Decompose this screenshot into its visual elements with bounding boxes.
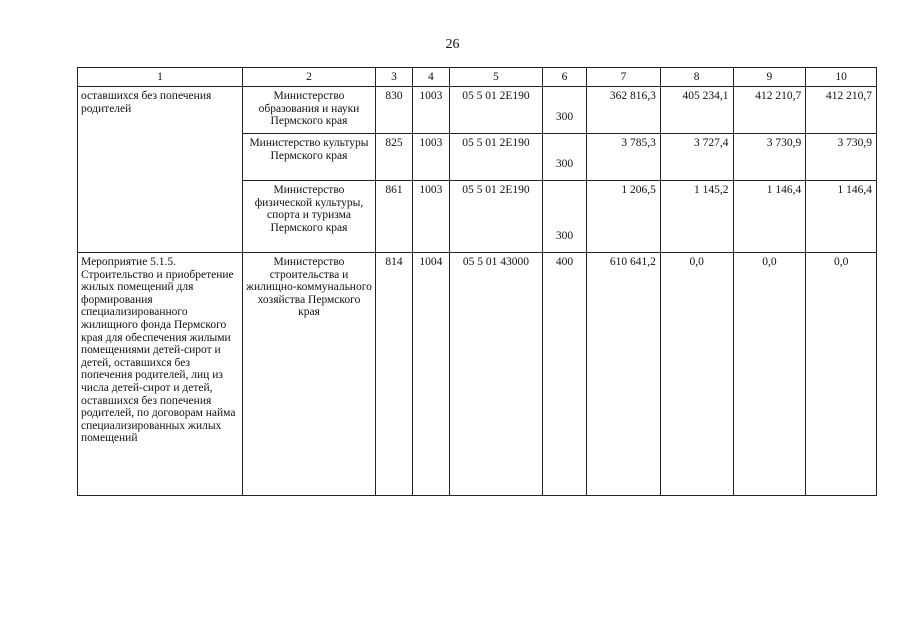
value-cell: 3 727,4 xyxy=(660,134,733,181)
header-cell: 8 xyxy=(660,68,733,87)
activity-cell: Мероприятие 5.1.5. Строительство и приобретение жилых помещений для формирования специализированного жилищного фонда Пермского края для обеспечения жилыми помещениями детей-сирот и детей, оставшихся без попечения родителей, лиц из числа детей-сирот и детей, оставшихся без попечения родителей, по договорам найма специализированных жилых помещений xyxy=(78,253,243,496)
header-cell: 6 xyxy=(543,68,587,87)
value-cell: 1 146,4 xyxy=(806,181,877,253)
header-row xyxy=(78,68,877,87)
table-row xyxy=(78,253,877,496)
value-cell: 1 206,5 xyxy=(587,181,661,253)
value-cell: 3 785,3 xyxy=(587,134,661,181)
header-cell: 9 xyxy=(733,68,806,87)
grbs-cell: 814 xyxy=(376,253,413,496)
header-cell: 1 xyxy=(78,68,243,87)
grbs-cell: 825 xyxy=(376,134,413,181)
grbs-cell: 830 xyxy=(376,87,413,134)
value-cell: 412 210,7 xyxy=(733,87,806,134)
csr-cell: 05 5 01 43000 xyxy=(449,253,542,496)
ministry-cell: Министерство образования и науки Пермского края xyxy=(242,87,375,134)
page-number: 26 xyxy=(445,37,460,52)
value-cell: 362 816,3 xyxy=(587,87,661,134)
header-cell: 5 xyxy=(449,68,542,87)
section-cell: 1003 xyxy=(412,181,449,253)
ministry-cell: Министерство физической культуры, спорта и туризма Пермского края xyxy=(242,181,375,253)
value-cell: 3 730,9 xyxy=(733,134,806,181)
ministry-cell: Министерство культуры Пермского края xyxy=(242,134,375,181)
section-cell: 1004 xyxy=(412,253,449,496)
csr-cell: 05 5 01 2Е190 xyxy=(449,134,542,181)
vr-cell: 300 xyxy=(543,87,587,134)
value-cell: 610 641,2 xyxy=(587,253,661,496)
ministry-cell: Министерство строительства и жилищно-коммунального хозяйства Пермского края xyxy=(242,253,375,496)
csr-cell: 05 5 01 2Е190 xyxy=(449,87,542,134)
vr-cell: 300 xyxy=(543,181,587,253)
header-cell: 2 xyxy=(242,68,375,87)
section-cell: 1003 xyxy=(412,134,449,181)
header-cell: 7 xyxy=(587,68,661,87)
value-cell: 412 210,7 xyxy=(806,87,877,134)
value-cell: 3 730,9 xyxy=(806,134,877,181)
table-row xyxy=(78,87,877,134)
budget-table xyxy=(77,67,877,496)
activity-cell: оставшихся без попечения родителей xyxy=(78,87,243,253)
header-cell: 3 xyxy=(376,68,413,87)
value-cell: 405 234,1 xyxy=(660,87,733,134)
value-cell: 0,0 xyxy=(806,253,877,496)
header-cell: 10 xyxy=(806,68,877,87)
vr-cell: 300 xyxy=(543,134,587,181)
value-cell: 0,0 xyxy=(733,253,806,496)
grbs-cell: 861 xyxy=(376,181,413,253)
value-cell: 1 145,2 xyxy=(660,181,733,253)
section-cell: 1003 xyxy=(412,87,449,134)
value-cell: 1 146,4 xyxy=(733,181,806,253)
value-cell: 0,0 xyxy=(660,253,733,496)
csr-cell: 05 5 01 2Е190 xyxy=(449,181,542,253)
header-cell: 4 xyxy=(412,68,449,87)
vr-cell: 400 xyxy=(543,253,587,496)
